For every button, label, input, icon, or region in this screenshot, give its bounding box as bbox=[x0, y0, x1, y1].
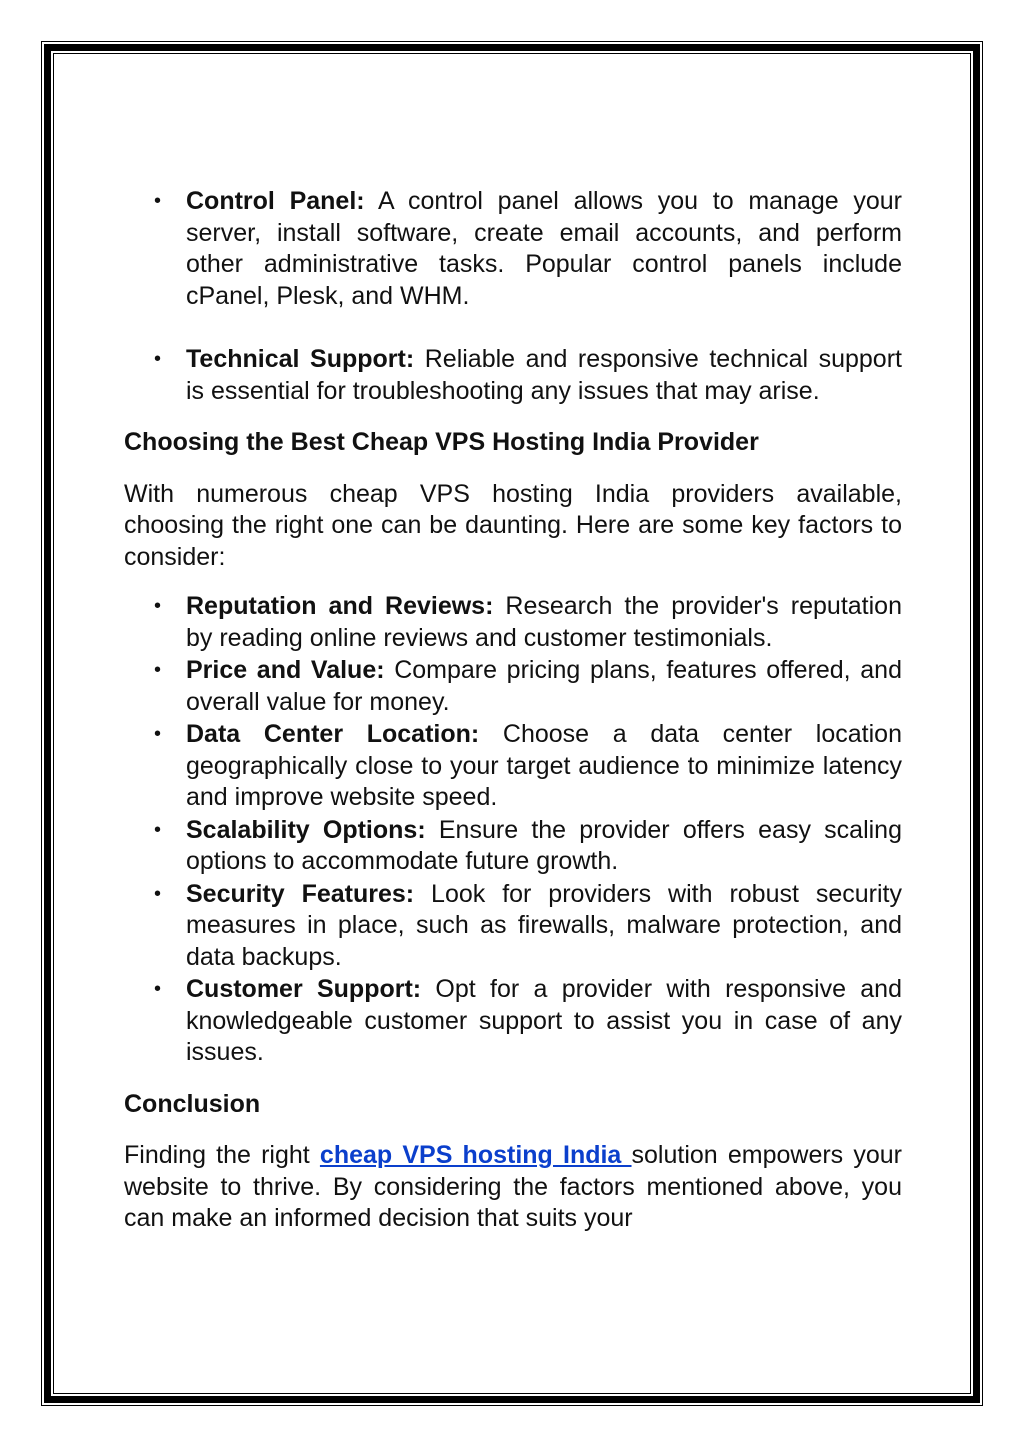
list-item-price bbox=[124, 655, 902, 718]
bullet-icon: • bbox=[154, 978, 162, 1000]
list-item-customer-support bbox=[124, 974, 902, 1069]
item-text: Ensure the provider offers easy scaling options to accommodate future growth. bbox=[186, 815, 902, 875]
section-paragraph-choosing: With numerous cheap VPS hosting India providers available, choosing the right one can be daunting. Here are some key factors to consider: bbox=[124, 479, 902, 571]
item-term: Data Center Location: bbox=[186, 720, 480, 748]
conclusion-text-end: solution empowers your website to thrive. By considering the factors mentioned above, you can make an informed decision that suits your bbox=[124, 1141, 902, 1232]
list-item-security bbox=[124, 879, 902, 974]
list-item-control-panel bbox=[124, 186, 902, 312]
document-body bbox=[124, 186, 902, 1235]
bullet-icon: • bbox=[154, 882, 162, 905]
cheap-vps-hosting-link[interactable]: cheap VPS hosting India bbox=[319, 1141, 632, 1169]
item-text: Research the provider's reputation by reading online reviews and customer testimonials. bbox=[186, 592, 902, 652]
item-text: A control panel allows you to manage your server, install software, create email accounts, and perform other administrative tasks. Popular control panels include cPanel, Plesk, and WHM. bbox=[186, 187, 902, 310]
item-text: Compare pricing plans, features offered, and overall value for money. bbox=[186, 656, 902, 716]
factors-list bbox=[124, 591, 902, 1069]
bullet-icon: • bbox=[154, 723, 162, 745]
bullet-icon: • bbox=[154, 190, 162, 212]
section-heading-choosing: Choosing the Best Cheap VPS Hosting India Provider bbox=[124, 428, 759, 456]
item-term: Security Features: bbox=[186, 879, 415, 908]
bullet-icon: • bbox=[154, 348, 162, 370]
bullet-icon: • bbox=[154, 595, 162, 617]
item-term: Scalability Options: bbox=[186, 815, 426, 844]
feature-list bbox=[124, 186, 902, 407]
list-item-technical-support bbox=[124, 344, 902, 407]
item-text: Choose a data center location geographically close to your target audience to minimize latency and improve website speed. bbox=[186, 720, 902, 811]
bullet-icon: • bbox=[154, 818, 162, 841]
bullet-icon: • bbox=[154, 659, 162, 681]
conclusion-text-start: Finding the right bbox=[124, 1141, 320, 1169]
conclusion-paragraph bbox=[124, 1140, 902, 1235]
item-text: Opt for a provider with responsive and knowledgeable customer support to assist you in case of any issues. bbox=[186, 975, 902, 1066]
item-text: Look for providers with robust security measures in place, such as firewalls, malware protection, and data backups. bbox=[186, 879, 902, 971]
list-item-data-center bbox=[124, 719, 902, 814]
item-term: Price and Value: bbox=[186, 656, 385, 684]
item-term: Reputation and Reviews: bbox=[186, 592, 494, 620]
item-term: Technical Support: bbox=[186, 345, 415, 373]
list-item-reputation bbox=[124, 591, 902, 654]
item-text: Reliable and responsive technical support is essential for troubleshooting any issues that may arise. bbox=[186, 345, 902, 405]
list-item-scalability bbox=[124, 815, 902, 878]
item-term: Control Panel: bbox=[186, 187, 365, 215]
section-heading-conclusion: Conclusion bbox=[124, 1089, 261, 1118]
item-term: Customer Support: bbox=[186, 975, 422, 1003]
